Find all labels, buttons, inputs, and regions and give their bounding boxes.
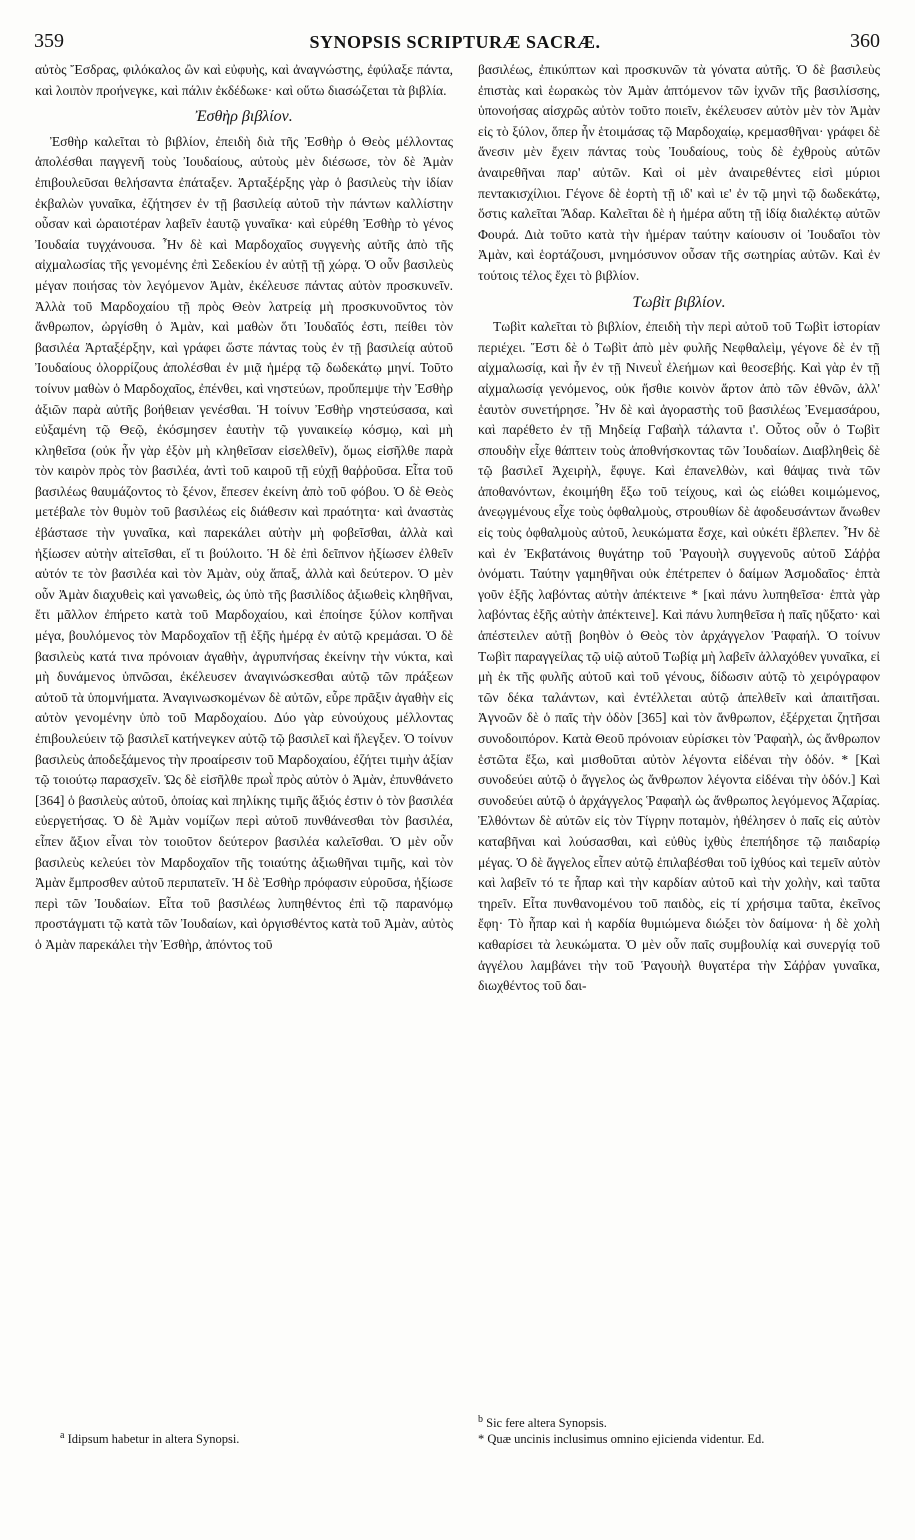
footnote-left: [60, 1428, 440, 1447]
esther-section-title: Ἐσθὴρ βιβλίον.: [195, 108, 293, 126]
page-number-right: 360: [850, 30, 880, 52]
footnote-mark-b: b: [478, 1414, 483, 1425]
ezra-closing-paragraph: αὐτὸς Ἔσδρας, φιλόκαλος ὢν καὶ εὐφυὴς, καὶ ἀναγνώστης, ἐφύλαξε πάντα, καὶ λοιπὸν προήνεγκε, καὶ πάλιν ἐκδέδωκε· καὶ οὕτω διασώζεται τὰ βιβλία.: [35, 62, 453, 98]
footnote-b: [478, 1412, 883, 1431]
esther-closing-paragraph: βασιλέως, ἐπικύπτων καὶ προσκυνῶν τὰ γόνατα αὐτῆς. Ὁ δὲ βασιλεὺς ἐπιστὰς καὶ ἑωρακὼς τὸν Ἀμὰν ἁπτόμενον τῶν ἰχνῶν τῆς βασιλίσσης, ὑπονοήσας αἰσχρῶς αὐτὸν τοῦτο ποιεῖν, ἐκέλευσεν αὐτὸν μὲν τὸν Ἀμὰν εἰς τὸ ξύλον, ὅπερ ἦν ἑτοιμάσας τῷ Μαρδοχαίῳ, κρεμασθῆναι· γράφει δὲ ἄνεσιν μὲν ἔχειν πάντας τοὺς Ἰουδαίους, τοὺς δὲ ἐχθροὺς αὐτῶν ἀναιρεθῆναι παρ' αὐτῶν. Καὶ οἱ μὲν ἀναιρεθέντες εἰσὶ μύριοι πεντακισχίλιοι. Γέγονε δὲ ἑορτὴ τῇ ιδ' καὶ ιε' ἐν τῷ μηνὶ τῷ δωδεκάτῳ, ὅστις καλεῖται Ἄδαρ. Καλεῖται δὲ ἡ ἡμέρα αὕτη τῇ ἰδίᾳ διαλέκτῳ αὐτῶν Φουρά. Διὰ τοῦτο κατὰ τὴν ἡμέραν ταύτην καίουσιν οἱ Ἰουδαῖοι τὸν Ἀμὰν, καὶ ἑορτάζουσι, μνημόσυνον οὖσαν τῆς σωτηρίας αὐτῶν. Καὶ ἐν τούτοις τέλος ἔχει τὸ βιβλίον.: [478, 62, 880, 283]
footnote-text-a: Idipsum habetur in altera Synopsi.: [67, 1432, 240, 1447]
footnote-star: * Quæ uncinis inclusimus omnino ejicienda videntur. Ed.: [478, 1432, 765, 1447]
running-title: SYNOPSIS SCRIPTURÆ SACRÆ.: [309, 32, 601, 52]
left-column: [35, 60, 453, 956]
page-number-left: 359: [34, 30, 64, 52]
right-column: [478, 60, 880, 997]
footnote-text-b: Sic fere altera Synopsis.: [486, 1416, 607, 1431]
esther-paragraph: Ἐσθὴρ καλεῖται τὸ βιβλίον, ἐπειδὴ διὰ τῆς Ἐσθὴρ ὁ Θεὸς μέλλοντας ἀπολέσθαι παγγενῆ τοὺς Ἰουδαίους, αὐτοὺς μὲν διέσωσε, τὸν δὲ Ἀμὰν ἐπιβουλεῦσαι θελήσαντα ἐπάταξεν. Ἀρταξέρξης γὰρ ὁ βασιλεὺς τὴν ἰδίαν ἐκβαλὼν γυναῖκα, ἐζήτησεν ἐν τῇ βασιλείᾳ αὐτοῦ τὴν πάντων καλλίστην οὖσαν καὶ ὡραιοτέραν λαβεῖν ἑαυτῷ γυναῖκα· καὶ εὑρέθη Ἐσθὴρ τὸ γένος Ἰουδαία τυγχάνουσα. Ἦν δὲ καὶ Μαρδοχαῖος συγγενὴς αὐτῆς ἀπὸ τῆς αἰχμαλωσίας τῆς γενομένης ἐπὶ Σεδεκίου ἐν αὐτῇ τῇ χώρᾳ. Ὁ οὖν βασιλεὺς μέγαν ποιήσας τὸν λεγόμενον Ἀμὰν, ἐκέλευσε πάντας αὐτὸν προσκυνεῖν. Ἀλλὰ τοῦ Μαρδοχαίου τῇ πρὸς Θεὸν λατρείᾳ μὴ προσκυνοῦντος τὸν ἄνθρωπον, ὠργίσθη ὁ Ἀμὰν, καὶ μαθὼν ὅτι Ἰουδαῖός ἐστι, πείθει τὸν βασιλέα Ἀρταξέρξην, καὶ γράφει ὥστε πάντας τοὺς ἐν τῇ βασιλείᾳ αὐτοῦ Ἰουδαίους ὁλορρίζους ἀπολέσθαι ἐν μιᾷ ἡμέρᾳ τῷ δωδεκάτῳ μηνί. Τοῦτο τοίνυν μαθὼν ὁ Μαρδοχαῖος, ἐπένθει, καὶ νηστεύων, προὔπεμψε τὴν Ἐσθὴρ ἀξιῶν παρὰ αὐτῆς βοήθειαν γενέσθαι. Ἡ τοίνυν Ἐσθὴρ νηστεύσασα, καὶ εὐξαμένη τῷ Θεῷ, ἐκόσμησεν ἑαυτὴν τῷ γυναικείῳ κόσμῳ, καὶ μὴ κληθεῖσα (οὐκ ἦν γὰρ ἐξὸν μὴ κληθεῖσαν εἰσελθεῖν), ὅμως εἰσῆλθε παρὰ τὸν καιρὸν πρὸς τὸν βασιλέα, ἀντὶ τοῦ καιροῦ τῇ εὐχῇ θαῤῥοῦσα. Εἶτα τοῦ βασιλέως θαυμάζοντος τὸ ξένον, ἔπεσεν ἐκείνη ἀπὸ τοῦ φόβου. Ὁ δὲ Θεὸς μετέβαλε τὸν θυμὸν τοῦ βασιλέως εἰς διάθεσιν καὶ πραότητα· καὶ ἀναστὰς ἐβάστασε τὴν γυναῖκα, καὶ παρεκάλει αὐτὴν μὴ φοβεῖσθαι, ἀλλὰ καὶ ἠξίωσεν αὐτὴν αἰτεῖσθαι, εἴ τι βούλοιτο. Ἡ δὲ ἐπὶ δεῖπνον ἠξίωσεν ἐλθεῖν αὐτόν τε τὸν βασιλέα καὶ τὸν Ἀμὰν, οὐχ ἅπαξ, ἀλλὰ καὶ δεύτερον. Ὁ μὲν οὖν Ἀμὰν διαχυθεὶς καὶ γανωθεὶς, ὡς ὑπὸ τῆς βασιλίδος ἀξιωθεὶς κληθῆναι, ἔτι μᾶλλον ἐπήρετο κατὰ τοῦ Μαρδοχαίου, καὶ ἐποίησε ξύλον κοπῆναι μέγα, βουλόμενος τὸν Μαρδοχαῖον τῇ ἑξῆς ἡμέρᾳ ἐν αὐτῷ κρεμάσαι. Ὁ δὲ βασιλεὺς κατά τινα πρόνοιαν ἀγαθὴν, ἀγρυπνήσας ἐκείνην τὴν νύκτα, καὶ μὴ δυνάμενος ὑπνῶσαι, ἐκέλευσεν ἀναγινώσκεσθαι αὐτῷ τῶν πράξεων αὐτοῦ τὰ ὑπομνήματα. Ἀναγινωσκομένων δὲ αὐτῶν, εὗρε πρᾶξιν ἀγαθὴν εἰς αὐτὸν γενομένην ὑπὸ τοῦ Μαρδοχαίου. Δύο γὰρ εὐνούχους μέλλοντας ἐπιβουλεύειν τῷ βασιλεῖ κατήνεγκεν αὐτῷ τῷ βασιλεῖ καὶ ἤλεγξεν. Ὁ τοίνυν βασιλεὺς ἀποδεξάμενος τὴν προαίρεσιν τοῦ Μαρδοχαίου, ἐζήτει τιμὴν ἀξίαν τῷ τοιούτῳ παρασχεῖν. Ὡς δὲ εἰσῆλθε πρωῒ πρὸς αὐτὸν ὁ Ἀμὰν, ἐπυνθάνετο [364] ὁ βασιλεὺς αὐτοῦ, ὁποίας καὶ πηλίκης τιμῆς ἄξιός ἐστιν ὁ τὸν βασιλέα εὐεργετήσας. Ὁ δὲ Ἀμὰν νομίζων περὶ αὐτοῦ πυνθάνεσθαι τὸν βασιλέα, εἶπεν ἄξιον εἶναι τὸν τοιοῦτον δεύτερον βασιλέα καλεῖσθαι. Ὁ μὲν οὖν βασιλεὺς κελεύει τὸν Μαρδοχαῖον τῆς τοιαύτης ἀξιωθῆναι τιμῆς, καὶ τὸν Ἀμὰν ἔμπροσθεν αὐτοῦ περιπατεῖν. Ἡ δὲ Ἐσθὴρ πρόφασιν εὑροῦσα, ἠξίωσε περὶ τῶν Ἰουδαίων. Εἶτα τοῦ βασιλέως λυπηθέντος ἐπὶ τῷ παρανόμῳ προστάγματι τῷ κατὰ τῶν Ἰουδαίων, καὶ ὀργισθέντος κατὰ τοῦ Ἀμὰν, αὐτὸς ὁ Ἀμὰν παρεκάλει τὴν Ἐσθὴρ, ἀπόντος τοῦ: [35, 133, 453, 952]
footnotes-right: [478, 1412, 883, 1447]
page-header: [30, 30, 880, 60]
tobit-paragraph: Τωβὶτ καλεῖται τὸ βιβλίον, ἐπειδὴ τὴν περὶ αὐτοῦ τοῦ Τωβὶτ ἱστορίαν περιέχει. Ἔστι δὲ ὁ Τωβὶτ ἀπὸ μὲν φυλῆς Νεφθαλεὶμ, γέγονε δὲ ἐν τῇ αἰχμαλωσίᾳ, καὶ ἦν ἐν τῇ Νινευῒ ἐλεήμων καὶ θεοσεβής. Καὶ γὰρ ἐν τῇ αἰχμαλωσίᾳ γενόμενος, οὐκ ἤσθιε κοινὸν ἄρτον ἀπὸ τῶν ἐθνῶν, ἀλλ' ἑαυτὸν συνετήρησε. Ἦν δὲ καὶ ἀγοραστὴς τοῦ βασιλέως Ἐνεμασάρου, καὶ παρέθετο ἐν τῇ Μηδείᾳ Γαβαὴλ τάλαντα ι'. Οὗτος οὖν ὁ Τωβὶτ σπουδὴν εἶχε θάπτειν τοὺς ἀποθνήσκοντας τῶν Ἰουδαίων. Διαβληθεὶς δὲ τῷ βασιλεῖ Ἀχειρὴλ, ἔφυγε. Καὶ ἐπανελθὼν, καὶ θάψας τινὰ τῶν ἀποθανόντων, ἐκοιμήθη ἔξω τοῦ τείχους, καὶ ὡς εἰώθει κοιμώμενος, ἀνεῳγμένους εἶχε τοὺς ὀφθαλμοὺς, στρουθίων δὲ ἀφοδευσάντων ἄνωθεν εἰς τοὺς ὀφθαλμοὺς αὐτοῦ, λευκώματα ἔσχε, καὶ οὐκέτι ἔβλεπεν. Ἦν δὲ καὶ ἐν Ἐκβατάνοις θυγάτηρ τοῦ Ῥαγουὴλ συγγενοῦς αὐτοῦ Σάῤῥα ὀνόματι. Ταύτην γαμηθῆναι οὐκ ἐπέτρεπεν ὁ δαίμων Ἀσμοδαῖος· ἑπτὰ γοῦν ἑξῆς λαβόντας αὐτὴν ἀπέκτεινε * [καὶ πάνυ λυπηθεῖσα· ἑπτὰ γὰρ λαβόντας ἑξῆς αὐτὴν ἀπέκτεινε]. Καὶ πάνυ λυπηθεῖσα ἡ παῖς ηὔξατο· καὶ ἀπέστειλεν αὐτῇ βοηθὸν ὁ Θεὸς τὸν ἀρχάγγελον Ῥαφαήλ. Ὁ τοίνυν Τωβὶτ παραγγείλας τῷ υἱῷ αὐτοῦ Τωβίᾳ μὴ λαβεῖν ἀλλαχόθεν γυναῖκα, εἰ μὴ ἐκ τῆς φυλῆς αὐτοῦ καὶ τοῦ γένους, δίδωσιν αὐτῷ τὸ χειρόγραφον τῶν δέκα ταλάντων, καὶ ἐντέλλεται αὐτῷ ἀπελθεῖν καὶ ἀπαιτῆσαι. Ἀγνοῶν δὲ ὁ παῖς τὴν ὁδὸν [365] καὶ τὸν ἄνθρωπον, ἐξέρχεται ζητῆσαι συνοδοιπόρον. Κατὰ Θεοῦ πρόνοιαν εὑρίσκει τὸν Ῥαφαὴλ, ὡς ἄνθρωπον ἑστῶτα ἔξω, καὶ μισθοῦται αὐτὸν λέγοντα εἰδέναι τὴν ὁδόν. * [Καὶ συνοδεύει αὐτῷ ὁ ἄγγελος ὡς ἄνθρωπον λέγοντα εἰδέναι τὴν ὁδόν.] Καὶ συνοδεύει αὐτῷ ὁ ἀρχάγγελος Ῥαφαὴλ ὡς ἄνθρωπος λεγόμενος Ἀζαρίας. Ἐλθόντων δὲ αὐτῶν εἰς τὸν Τίγρην ποταμὸν, ἠθέλησεν ὁ παῖς εἰς αὐτὸν καταβῆναι καὶ λούσασθαι, καὶ εὐθὺς ἰχθὺς ἐπεπήδησε τῷ παιδαρίῳ μέγας. Ὁ δὲ ἄγγελος εἶπεν αὐτῷ ἐπιλαβέσθαι τοῦ ἰχθύος καὶ τεμεῖν αὐτὸν καὶ λαβεῖν τό τε ἧπαρ καὶ τὴν καρδίαν αὐτοῦ καὶ τὴν χολὴν, καὶ ταῦτα τηρεῖν. Εἶτα πυνθανομένου τοῦ παιδὸς, εἰς τί χρήσιμα ταῦτα, ἐκεῖνος ἔφη· Τὸ ἧπαρ καὶ ἡ καρδία θυμιώμενα διώξει τὸν δαίμονα· ἡ δὲ χολὴ καθαρίσει τὰ λευκώματα. Ὁ μὲν οὖν παῖς συμβουλίᾳ καὶ συνεργίᾳ τοῦ ἀγγέλου λαμβάνει τὴν τοῦ Ῥαγουὴλ θυγατέρα τὴν Σάῤῥαν γυναῖκα, διωχθέντος τοῦ δαι-: [478, 319, 880, 994]
footnote-mark-a: a: [60, 1430, 65, 1441]
tobit-section-title: Τωβὶτ βιβλίον.: [632, 293, 726, 311]
